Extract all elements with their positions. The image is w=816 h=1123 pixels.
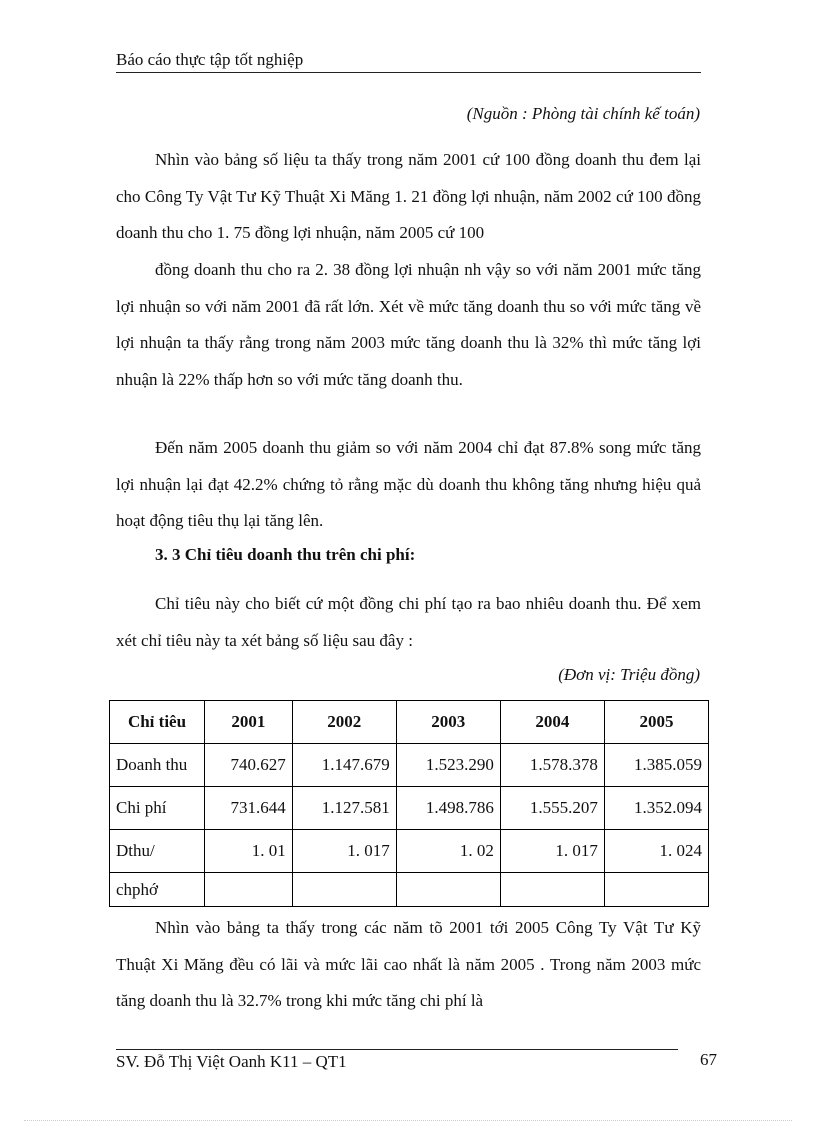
paragraph-1 xyxy=(116,142,701,252)
table-cell: 1.523.290 xyxy=(396,744,500,787)
table-cell: 1.498.786 xyxy=(396,787,500,830)
table-cell: 1.578.378 xyxy=(500,744,604,787)
table-cell: 1.385.059 xyxy=(604,744,708,787)
paragraph-3 xyxy=(116,430,701,540)
table-row xyxy=(110,830,709,873)
table-row xyxy=(110,873,709,907)
footer-author: SV. Đỗ Thị Việt Oanh K11 – QT1 xyxy=(116,1052,347,1071)
table-cell xyxy=(205,873,293,907)
paragraph-3-text: Đến năm 2005 doanh thu giảm so với năm 2004 chỉ đạt 87.8% song mức tăng lợi nhuận lại đạt 42.2% chứng tỏ rằng mặc dù doanh thu không tăng nhưng hiệu quả hoạt động tiêu thụ lại tăng lên. xyxy=(116,438,701,530)
table-header-cell: 2003 xyxy=(396,701,500,744)
table-cell: 731.644 xyxy=(205,787,293,830)
unit-note: (Đơn vị: Triệu đồng) xyxy=(558,665,700,684)
table-header-row xyxy=(110,701,709,744)
table-cell: 1.147.679 xyxy=(292,744,396,787)
footer-rule xyxy=(116,1049,678,1050)
paragraph-4-text: Chỉ tiêu này cho biết cứ một đồng chi phí tạo ra bao nhiêu doanh thu. Để xem xét chỉ tiêu này ta xét bảng số liệu sau đây : xyxy=(116,594,701,650)
page-edge-dots xyxy=(24,1120,792,1121)
table-header-cell: 2001 xyxy=(205,701,293,744)
table-header-cell: 2004 xyxy=(500,701,604,744)
table-cell xyxy=(292,873,396,907)
table-cell xyxy=(500,873,604,907)
paragraph-4 xyxy=(116,586,701,659)
table-row-label: chphớ xyxy=(110,873,205,907)
page-header-title: Báo cáo thực tập tốt nghiệp xyxy=(116,50,304,69)
table-cell: 1. 02 xyxy=(396,830,500,873)
table-cell xyxy=(604,873,708,907)
section-heading: 3. 3 Chỉ tiêu doanh thu trên chi phí: xyxy=(155,545,416,564)
paragraph-2-text: đồng doanh thu cho ra 2. 38 đồng lợi nhuận nh vậy so với năm 2001 mức tăng lợi nhuận so với năm 2001 đã rất lớn. Xét về mức tăng doanh thu so với mức tăng về lợi nhuận ta thấy rằng trong năm 2003 mức tăng doanh thu là 32% thì mức tăng lợi nhuận là 22% thấp hơn so với mức tăng doanh thu. xyxy=(116,260,701,389)
table-cell: 1.127.581 xyxy=(292,787,396,830)
table-row xyxy=(110,787,709,830)
page-number: 67 xyxy=(700,1050,717,1069)
table-cell: 1. 017 xyxy=(292,830,396,873)
table-cell: 740.627 xyxy=(205,744,293,787)
table-cell: 1. 01 xyxy=(205,830,293,873)
source-note: (Nguồn : Phòng tài chính kế toán) xyxy=(466,104,700,123)
table-row xyxy=(110,744,709,787)
paragraph-2 xyxy=(116,252,701,398)
table-cell: 1. 017 xyxy=(500,830,604,873)
table-header-cell: Chỉ tiêu xyxy=(110,701,205,744)
table-row-label: Doanh thu xyxy=(110,744,205,787)
revenue-cost-table xyxy=(109,700,709,907)
table-cell: 1.555.207 xyxy=(500,787,604,830)
paragraph-1-text: Nhìn vào bảng số liệu ta thấy trong năm 2001 cứ 100 đồng doanh thu đem lại cho Công Ty Vật Tư Kỹ Thuật Xi Măng 1. 21 đồng lợi nhuận, năm 2002 cứ 100 đồng doanh thu cho 1. 75 đồng lợi nhuận, năm 2005 cứ 100 xyxy=(116,150,701,242)
table-header-cell: 2005 xyxy=(604,701,708,744)
table-row-label: Dthu/ xyxy=(110,830,205,873)
paragraph-5-text: Nhìn vào bảng ta thấy trong các năm tõ 2001 tới 2005 Công Ty Vật Tư Kỹ Thuật Xi Măng đều có lãi và mức lãi cao nhất là năm 2005 . Trong năm 2003 mức tăng doanh thu là 32.7% trong khi mức tăng chi phí là xyxy=(116,918,701,1010)
table-cell: 1. 024 xyxy=(604,830,708,873)
table-cell: 1.352.094 xyxy=(604,787,708,830)
header-rule xyxy=(116,72,701,73)
table-header-cell: 2002 xyxy=(292,701,396,744)
paragraph-5 xyxy=(116,910,701,1020)
table-cell xyxy=(396,873,500,907)
table-row-label: Chi phí xyxy=(110,787,205,830)
